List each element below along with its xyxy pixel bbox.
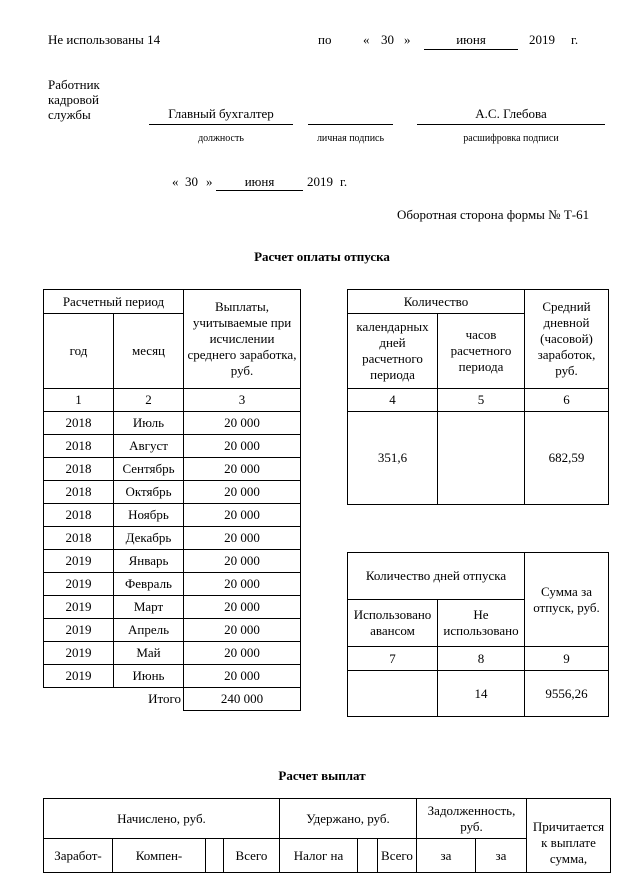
c-tax: Налог на [280, 839, 358, 873]
h-period: Расчетный период [44, 290, 184, 314]
position-caption: должность [198, 133, 244, 144]
h-debt: Задолженность, руб. [417, 799, 527, 839]
calendar-days-value: 351,6 [348, 412, 438, 505]
h-vacation-days: Количество дней отпуска [348, 553, 525, 600]
h-used-advance: Использовано авансом [348, 600, 438, 647]
col-num-1: 1 [44, 389, 114, 412]
c-comp: Компен- [113, 839, 206, 873]
date2-year-suffix: г. [340, 174, 348, 189]
date2-quote-close: » [206, 174, 213, 189]
c-salary: Заработ- [44, 839, 113, 873]
date2-day: 30 [185, 174, 198, 189]
payments-table [43, 798, 611, 873]
table-row: 2019 Январь 20 000 [44, 550, 301, 573]
unused-days-label: Не использованы 14 [48, 32, 161, 47]
payments-title: Расчет выплат [278, 768, 366, 783]
h-unused: Не использовано [438, 600, 525, 647]
table-row: 2018 Сентябрь 20 000 [44, 458, 301, 481]
h-month: месяц [114, 314, 184, 389]
used-value [348, 671, 438, 717]
period-table [43, 289, 301, 711]
col-num-9: 9 [525, 647, 609, 671]
total-value: 240 000 [184, 688, 301, 711]
date-year: 2019 [529, 32, 555, 47]
avg-earnings-table [347, 289, 609, 505]
date-po: по [318, 32, 332, 47]
table-row: 2018 Ноябрь 20 000 [44, 504, 301, 527]
hr-position: Главный бухгалтер [149, 106, 293, 125]
h-hours: часов расчетного периода [438, 314, 525, 389]
table-row: 2018 Декабрь 20 000 [44, 527, 301, 550]
vacation-sum-value: 9556,26 [525, 671, 609, 717]
c-total2: Всего [378, 839, 417, 873]
name-caption: расшифровка подписи [463, 133, 559, 144]
col-num-7: 7 [348, 647, 438, 671]
date2-year: 2019 [307, 174, 333, 189]
hr-label: Работник кадровой службы [48, 77, 100, 122]
table-row: 2019 Февраль 20 000 [44, 573, 301, 596]
form-note: Оборотная сторона формы № Т-61 [397, 207, 590, 222]
hr-name: А.С. Глебова [417, 106, 605, 125]
table-row: 2018 Октябрь 20 000 [44, 481, 301, 504]
h-avg-earnings: Средний дневной (часовой) заработок, руб. [525, 290, 609, 389]
h-due: Причитается к выплате сумма, [527, 799, 611, 873]
calc-title: Расчет оплаты отпуска [254, 249, 390, 264]
h-quantity: Количество [348, 290, 525, 314]
unused-value: 14 [438, 671, 525, 717]
total-label: Итого [148, 691, 181, 707]
h-year: год [44, 314, 114, 389]
c-for2: за [476, 839, 527, 873]
date-day: 30 [381, 32, 394, 47]
col-num-6: 6 [525, 389, 609, 412]
table-row: 2018 Июль 20 000 [44, 412, 301, 435]
date2-quote-open: « [172, 174, 179, 189]
col-num-5: 5 [438, 389, 525, 412]
c-total: Всего [224, 839, 280, 873]
quote-open: « [363, 32, 370, 47]
date2-month: июня [216, 174, 303, 191]
date-year-suffix: г. [571, 32, 579, 47]
table-row: 2019 Май 20 000 [44, 642, 301, 665]
table-row: 2019 Июнь 20 000 [44, 665, 301, 688]
h-payments: Выплаты, учитываемые при исчислении среднего заработка, руб. [184, 290, 301, 389]
date-month: июня [424, 32, 518, 50]
h-vacation-sum: Сумма за отпуск, руб. [525, 553, 609, 647]
col-num-8: 8 [438, 647, 525, 671]
h-accrued: Начислено, руб. [44, 799, 280, 839]
hours-value [438, 412, 525, 505]
h-calendar-days: календарных дней расчетного периода [348, 314, 438, 389]
col-num-3: 3 [184, 389, 301, 412]
c-for1: за [417, 839, 476, 873]
signature-caption: личная подпись [316, 133, 385, 144]
table-row: 2019 Март 20 000 [44, 596, 301, 619]
h-withheld: Удержано, руб. [280, 799, 417, 839]
vacation-days-table [347, 552, 609, 717]
hr-signature [308, 106, 393, 125]
table-row: 2018 Август 20 000 [44, 435, 301, 458]
quote-close: » [404, 32, 411, 47]
col-num-2: 2 [114, 389, 184, 412]
table-row: 2019 Апрель 20 000 [44, 619, 301, 642]
col-num-4: 4 [348, 389, 438, 412]
avg-earnings-value: 682,59 [525, 412, 609, 505]
